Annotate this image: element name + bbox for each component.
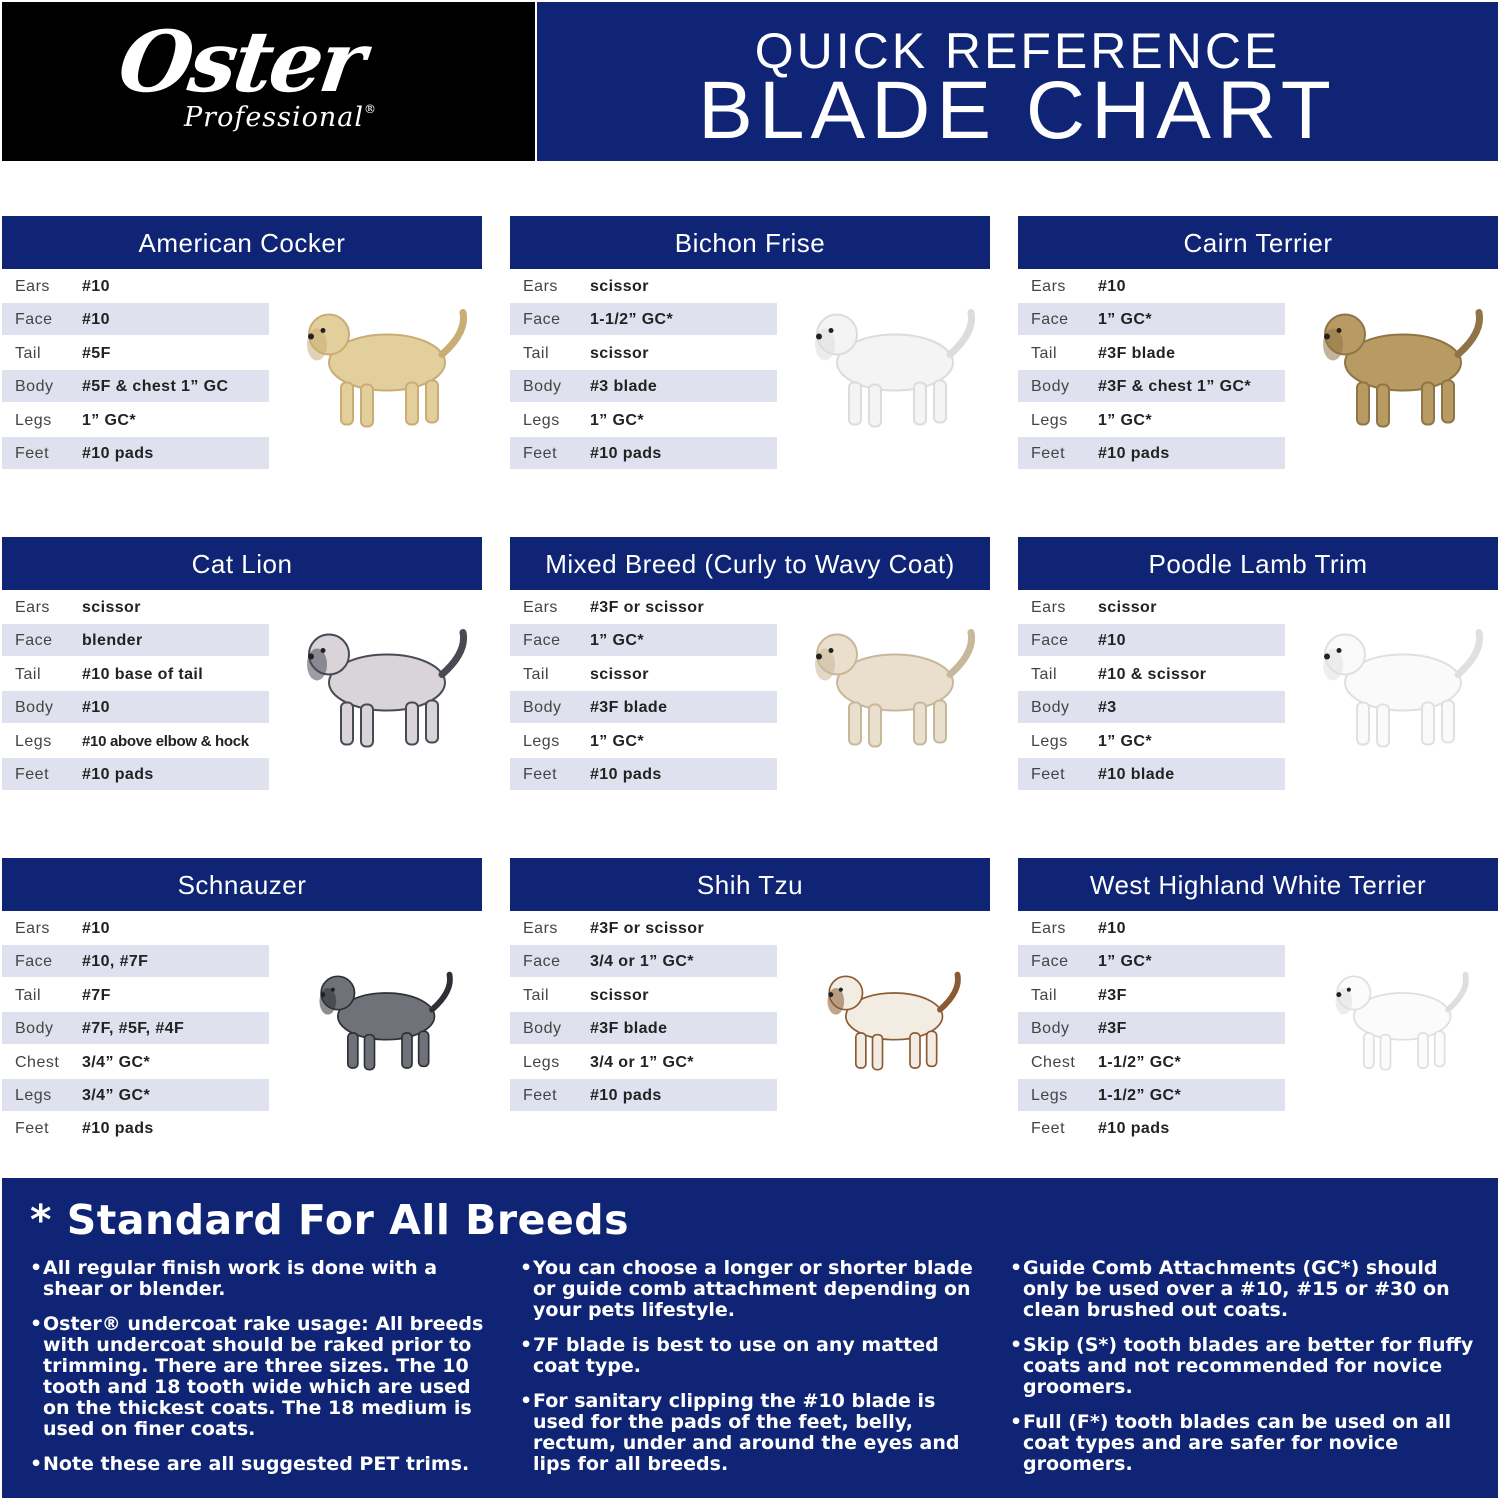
breed-card bbox=[1018, 858, 1498, 1158]
blade-value: #10 bbox=[82, 278, 110, 295]
blade-value: 1” GC* bbox=[590, 411, 644, 429]
blade-value: #10 pads bbox=[82, 1120, 154, 1138]
body-part-label: Ears bbox=[1031, 599, 1066, 616]
blade-row bbox=[2, 912, 269, 944]
header-title-line1: QUICK REFERENCE bbox=[754, 23, 1281, 79]
body-part-label: Feet bbox=[15, 445, 50, 462]
logo-subtitle: Professional® bbox=[184, 102, 378, 133]
blade-row bbox=[2, 725, 269, 757]
blade-row bbox=[2, 303, 269, 335]
blade-value: #10 pads bbox=[590, 1087, 662, 1104]
blade-row bbox=[1018, 1046, 1285, 1078]
body-part-label: Feet bbox=[523, 766, 558, 783]
body-part-label: Ears bbox=[523, 599, 558, 616]
blade-value: 3/4” GC* bbox=[82, 1087, 151, 1104]
blade-row bbox=[510, 303, 777, 335]
westie-image bbox=[1303, 958, 1493, 1083]
body-part-label: Feet bbox=[15, 1120, 50, 1138]
blade-value: #10 pads bbox=[590, 766, 662, 783]
blade-row bbox=[2, 691, 269, 723]
blade-row bbox=[1018, 1012, 1285, 1044]
breed-card bbox=[510, 858, 990, 1158]
blade-value: #10 above elbow & hock bbox=[82, 732, 249, 750]
blade-row bbox=[510, 758, 777, 790]
shih-tzu-image bbox=[795, 958, 985, 1083]
blade-row bbox=[510, 337, 777, 369]
breed-card bbox=[1018, 216, 1498, 516]
blade-value: 1” GC* bbox=[1098, 311, 1152, 329]
body-part-label: Tail bbox=[15, 986, 42, 1004]
note-item: • Guide Comb Attachments (GC*) should only be used over a #10, #15 or #30 on clean brushed out coats. bbox=[1010, 1258, 1480, 1321]
body-part-label: Legs bbox=[523, 411, 560, 429]
blade-value: 1” GC* bbox=[1098, 411, 1152, 429]
body-part-label: Tail bbox=[523, 344, 550, 362]
note-item: • 7F blade is best to use on any matted coat type. bbox=[520, 1335, 980, 1377]
blade-row bbox=[2, 591, 269, 623]
body-part-label: Body bbox=[1031, 699, 1070, 717]
body-part-label: Face bbox=[15, 953, 53, 971]
note-item: • Note these are all suggested PET trims. bbox=[30, 1454, 500, 1475]
body-part-label: Body bbox=[1031, 1020, 1070, 1038]
blade-value: #3F blade bbox=[590, 699, 668, 717]
body-part-label: Legs bbox=[15, 732, 52, 750]
body-part-label: Tail bbox=[1031, 344, 1058, 362]
blade-row bbox=[510, 912, 777, 944]
body-part-label: Ears bbox=[15, 599, 50, 616]
blade-value: #10 pads bbox=[82, 445, 154, 462]
blade-value: #3F blade bbox=[590, 1020, 668, 1038]
body-part-label: Feet bbox=[523, 1087, 558, 1104]
notes-column-3 bbox=[1010, 1258, 1480, 1489]
blade-row bbox=[1018, 404, 1285, 436]
blade-row bbox=[1018, 912, 1285, 944]
blade-value: 3/4 or 1” GC* bbox=[590, 1053, 694, 1071]
cat-lion-image bbox=[287, 610, 477, 765]
blade-value: #10 bbox=[82, 311, 110, 329]
body-part-label: Ears bbox=[15, 278, 50, 295]
body-part-label: Face bbox=[523, 311, 561, 329]
breed-card bbox=[510, 537, 990, 837]
blade-value: #10 bbox=[1098, 920, 1126, 937]
body-part-label: Body bbox=[523, 1020, 562, 1038]
blade-value: #3F bbox=[1098, 986, 1127, 1004]
body-part-label: Feet bbox=[523, 445, 558, 462]
breed-title: American Cocker bbox=[2, 216, 482, 269]
body-part-label: Chest bbox=[1031, 1053, 1076, 1071]
blade-row bbox=[1018, 658, 1285, 690]
blade-value: #10 & scissor bbox=[1098, 665, 1207, 683]
blade-value: 1” GC* bbox=[1098, 732, 1152, 750]
notes-column-1 bbox=[30, 1258, 500, 1489]
blade-row bbox=[2, 404, 269, 436]
blade-value: #3 blade bbox=[590, 378, 658, 396]
mixed-breed-image bbox=[795, 610, 985, 765]
blade-value: blender bbox=[82, 632, 143, 650]
blade-value: #10 pads bbox=[590, 445, 662, 462]
body-part-label: Ears bbox=[523, 278, 558, 295]
body-part-label: Tail bbox=[15, 344, 42, 362]
blade-row bbox=[510, 658, 777, 690]
blade-row bbox=[2, 337, 269, 369]
cairn-terrier-image bbox=[1303, 290, 1493, 445]
blade-row bbox=[510, 945, 777, 977]
body-part-label: Body bbox=[15, 699, 54, 717]
blade-row bbox=[2, 1112, 269, 1144]
note-item: • Skip (S*) tooth blades are better for fluffy coats and not recommended for novice groomers. bbox=[1010, 1335, 1480, 1398]
body-part-label: Face bbox=[1031, 632, 1069, 650]
blade-row bbox=[510, 691, 777, 723]
body-part-label: Legs bbox=[1031, 1087, 1068, 1104]
body-part-label: Body bbox=[1031, 378, 1070, 396]
blade-row bbox=[510, 1079, 777, 1111]
blade-row bbox=[510, 270, 777, 302]
body-part-label: Tail bbox=[1031, 986, 1058, 1004]
body-part-label: Legs bbox=[1031, 411, 1068, 429]
blade-value: #3F & chest 1” GC* bbox=[1098, 378, 1252, 396]
breed-card bbox=[2, 216, 482, 516]
blade-value: #10 pads bbox=[82, 766, 154, 783]
body-part-label: Feet bbox=[1031, 445, 1066, 462]
blade-value: scissor bbox=[590, 278, 649, 295]
bichon-frise-image bbox=[795, 290, 985, 445]
blade-value: 3/4 or 1” GC* bbox=[590, 953, 694, 971]
body-part-label: Ears bbox=[1031, 920, 1066, 937]
blade-value: #3F or scissor bbox=[590, 599, 705, 616]
body-part-label: Body bbox=[523, 378, 562, 396]
body-part-label: Tail bbox=[523, 986, 550, 1004]
blade-value: #10 base of tail bbox=[82, 665, 204, 683]
body-part-label: Feet bbox=[1031, 766, 1066, 783]
blade-value: 1” GC* bbox=[590, 632, 644, 650]
blade-value: #5F & chest 1” GC bbox=[82, 378, 229, 396]
header-title-line2: BLADE CHART bbox=[698, 65, 1337, 156]
blade-row bbox=[1018, 758, 1285, 790]
blade-value: 1” GC* bbox=[1098, 953, 1152, 971]
body-part-label: Feet bbox=[15, 766, 50, 783]
note-item: • Full (F*) tooth blades can be used on all coat types and are safer for novice groomers. bbox=[1010, 1412, 1480, 1475]
blade-row bbox=[510, 437, 777, 469]
schnauzer-image bbox=[287, 958, 477, 1083]
blade-value: #3F bbox=[1098, 1020, 1127, 1038]
blade-row bbox=[510, 725, 777, 757]
blade-value: #10, #7F bbox=[82, 953, 149, 971]
body-part-label: Tail bbox=[1031, 665, 1058, 683]
body-part-label: Face bbox=[523, 632, 561, 650]
breed-title: Cairn Terrier bbox=[1018, 216, 1498, 269]
blade-value: 3/4” GC* bbox=[82, 1053, 151, 1071]
blade-row bbox=[510, 1046, 777, 1078]
breed-title: West Highland White Terrier bbox=[1018, 858, 1498, 911]
blade-row bbox=[1018, 270, 1285, 302]
blade-value: #10 bbox=[1098, 278, 1126, 295]
notes-column-2 bbox=[520, 1258, 980, 1489]
breed-card bbox=[1018, 537, 1498, 837]
blade-value: 1-1/2” GC* bbox=[590, 311, 674, 329]
blade-row bbox=[2, 370, 269, 402]
blade-row bbox=[1018, 591, 1285, 623]
breed-title: Shih Tzu bbox=[510, 858, 990, 911]
blade-row bbox=[2, 270, 269, 302]
blade-value: #5F bbox=[82, 344, 111, 362]
standard-notes-panel bbox=[2, 1178, 1498, 1498]
blade-value: scissor bbox=[590, 665, 649, 683]
blade-row bbox=[1018, 725, 1285, 757]
note-item: • For sanitary clipping the #10 blade is used for the pads of the feet, belly, rectum, under and around the eyes and lips for all breeds. bbox=[520, 1391, 980, 1475]
body-part-label: Face bbox=[1031, 953, 1069, 971]
note-item: • You can choose a longer or shorter blade or guide comb attachment depending on your pets lifestyle. bbox=[520, 1258, 980, 1321]
blade-value: #10 bbox=[1098, 632, 1126, 650]
blade-row bbox=[1018, 337, 1285, 369]
blade-value: #3F or scissor bbox=[590, 920, 705, 937]
blade-row bbox=[1018, 945, 1285, 977]
blade-row bbox=[1018, 979, 1285, 1011]
blade-value: 1-1/2” GC* bbox=[1098, 1087, 1182, 1104]
breed-title: Schnauzer bbox=[2, 858, 482, 911]
body-part-label: Body bbox=[523, 699, 562, 717]
blade-row bbox=[2, 624, 269, 656]
body-part-label: Tail bbox=[523, 665, 550, 683]
blade-value: #3F blade bbox=[1098, 344, 1176, 362]
blade-row bbox=[1018, 370, 1285, 402]
breed-card bbox=[510, 216, 990, 516]
blade-row bbox=[2, 945, 269, 977]
blade-row bbox=[1018, 624, 1285, 656]
blade-row bbox=[2, 1079, 269, 1111]
blade-value: #3 bbox=[1098, 699, 1117, 717]
breed-title: Poodle Lamb Trim bbox=[1018, 537, 1498, 590]
blade-row bbox=[2, 758, 269, 790]
blade-row bbox=[2, 437, 269, 469]
body-part-label: Face bbox=[523, 953, 561, 971]
logo-wordmark: Oster bbox=[113, 12, 369, 111]
oster-professional-logo bbox=[2, 2, 535, 161]
blade-value: #10 pads bbox=[1098, 445, 1170, 462]
blade-value: #10 blade bbox=[1098, 766, 1175, 783]
blade-value: scissor bbox=[590, 986, 649, 1004]
body-part-label: Legs bbox=[15, 1087, 52, 1104]
body-part-label: Ears bbox=[15, 920, 50, 937]
blade-row bbox=[510, 591, 777, 623]
body-part-label: Legs bbox=[523, 1053, 560, 1071]
body-part-label: Legs bbox=[523, 732, 560, 750]
blade-row bbox=[510, 404, 777, 436]
breed-card bbox=[2, 858, 482, 1158]
breed-title: Bichon Frise bbox=[510, 216, 990, 269]
note-item: • All regular finish work is done with a shear or blender. bbox=[30, 1258, 500, 1300]
body-part-label: Legs bbox=[1031, 732, 1068, 750]
blade-row bbox=[2, 1012, 269, 1044]
body-part-label: Feet bbox=[1031, 1120, 1066, 1138]
blade-row bbox=[1018, 691, 1285, 723]
blade-value: scissor bbox=[590, 344, 649, 362]
footer-title: * Standard For All Breeds bbox=[30, 1196, 630, 1244]
header-banner bbox=[537, 2, 1498, 161]
breed-title: Cat Lion bbox=[2, 537, 482, 590]
blade-row bbox=[510, 624, 777, 656]
blade-row bbox=[1018, 1079, 1285, 1111]
blade-value: #10 bbox=[82, 699, 110, 717]
blade-row bbox=[1018, 303, 1285, 335]
body-part-label: Legs bbox=[15, 411, 52, 429]
blade-value: 1” GC* bbox=[590, 732, 644, 750]
blade-row bbox=[2, 979, 269, 1011]
blade-value: scissor bbox=[82, 599, 141, 616]
body-part-label: Ears bbox=[523, 920, 558, 937]
blade-value: 1-1/2” GC* bbox=[1098, 1053, 1182, 1071]
blade-value: scissor bbox=[1098, 599, 1157, 616]
blade-value: #10 pads bbox=[1098, 1120, 1170, 1138]
blade-row bbox=[1018, 437, 1285, 469]
blade-value: #10 bbox=[82, 920, 110, 937]
blade-row bbox=[1018, 1112, 1285, 1144]
poodle-image bbox=[1303, 610, 1493, 765]
blade-row bbox=[510, 370, 777, 402]
cocker-spaniel-image bbox=[287, 290, 477, 445]
body-part-label: Chest bbox=[15, 1053, 60, 1071]
note-item: • Oster® undercoat rake usage: All breeds with undercoat should be raked prior to trimming. There are three sizes. The 10 tooth and 18 tooth wide which are used on the thickest coats. The 18 medium is used on finer coats. bbox=[30, 1314, 500, 1440]
blade-value: 1” GC* bbox=[82, 411, 136, 429]
body-part-label: Ears bbox=[1031, 278, 1066, 295]
blade-row bbox=[2, 658, 269, 690]
blade-row bbox=[2, 1046, 269, 1078]
blade-value: #7F, #5F, #4F bbox=[82, 1020, 185, 1038]
body-part-label: Tail bbox=[15, 665, 42, 683]
body-part-label: Face bbox=[1031, 311, 1069, 329]
blade-value: #7F bbox=[82, 986, 111, 1004]
blade-row bbox=[510, 979, 777, 1011]
breed-card bbox=[2, 537, 482, 837]
body-part-label: Body bbox=[15, 1020, 54, 1038]
blade-row bbox=[510, 1012, 777, 1044]
breed-title: Mixed Breed (Curly to Wavy Coat) bbox=[510, 537, 990, 590]
body-part-label: Body bbox=[15, 378, 54, 396]
body-part-label: Face bbox=[15, 311, 53, 329]
body-part-label: Face bbox=[15, 632, 53, 650]
